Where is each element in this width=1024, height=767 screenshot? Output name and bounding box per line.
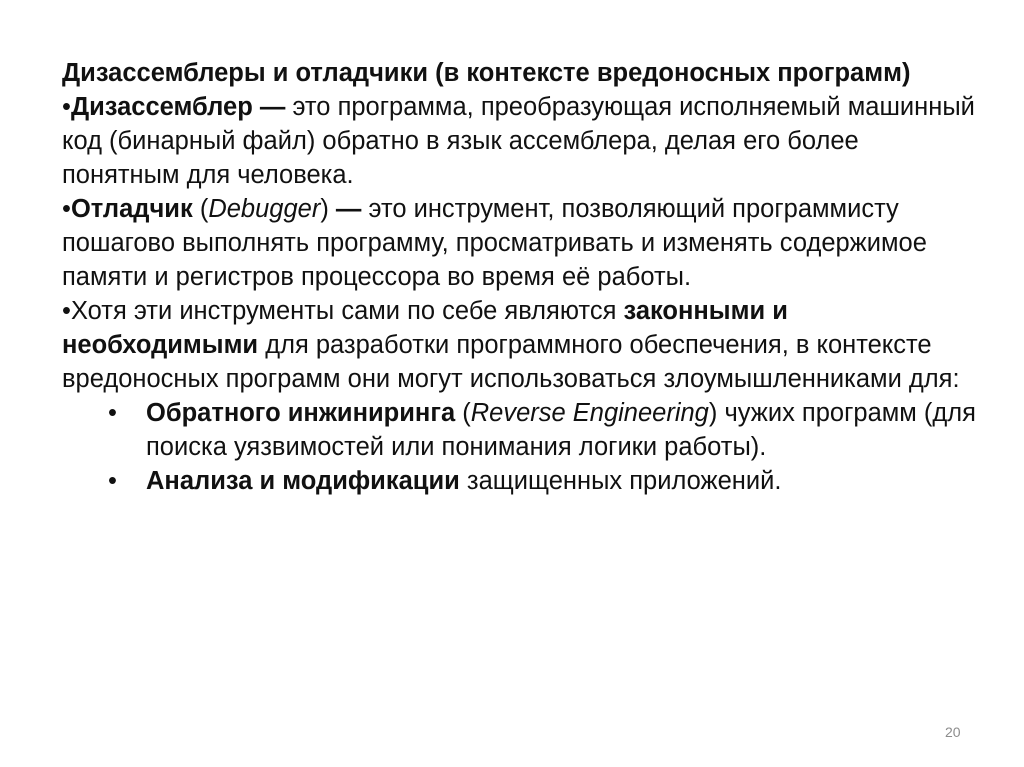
sub-item-reverse-engineering [62, 396, 982, 464]
sub-item-text: защищенных приложений. [459, 467, 782, 495]
paren-open: ( [192, 195, 209, 223]
paren-close: ) [320, 195, 329, 223]
bullet-mark: • [62, 297, 71, 325]
paren-close: ) [708, 399, 718, 427]
em-dash: — [328, 195, 369, 223]
sub-item-text: чужих программ (для поиска уязвимостей или понимания логики работы). [146, 399, 976, 461]
bullet-disassembler [62, 90, 982, 192]
usage-emphasis: законными и необходимыми [62, 297, 788, 359]
paren-open: ( [455, 399, 471, 427]
bullet-malware-usage [62, 294, 982, 396]
definition-debugger: это инструмент, позволяющий программисту пошагово выполнять программу, просматривать и изменять содержимое памяти и регистров процессора во время её работы. [62, 195, 927, 291]
sub-bullet-mark: • [108, 399, 117, 427]
bullet-mark: • [62, 195, 71, 223]
bullet-debugger [62, 192, 982, 294]
usage-text-before: Хотя эти инструменты сами по себе являются [70, 297, 624, 325]
term-reverse-engineering: Обратного инжиниринга [146, 399, 456, 427]
em-dash: — [252, 93, 293, 121]
sub-bullet-mark: • [108, 467, 117, 495]
sub-item-analysis-modification [62, 464, 982, 498]
term-debugger: Отладчик [70, 195, 193, 223]
page-number: 20 [945, 724, 961, 740]
sub-bullet-list [62, 396, 982, 498]
usage-text-after: для разработки программного обеспечения, в контексте вредоносных программ они могут использоваться злоумышленниками для: [62, 331, 960, 393]
slide-content [62, 56, 982, 498]
term-analysis-modification: Анализа и модификации [146, 467, 460, 495]
bullet-mark: • [62, 93, 71, 121]
term-debugger-english: Debugger [208, 195, 321, 223]
term-reverse-engineering-english: Reverse Engineering [470, 399, 709, 427]
definition-disassembler: это программа, преобразующая исполняемый машинный код (бинарный файл) обратно в язык ассемблера, делая его более понятным для человека. [62, 93, 975, 189]
slide-title: Дизассемблеры и отладчики (в контексте вредоносных программ) [62, 59, 911, 87]
term-disassembler: Дизассемблер [70, 93, 253, 121]
